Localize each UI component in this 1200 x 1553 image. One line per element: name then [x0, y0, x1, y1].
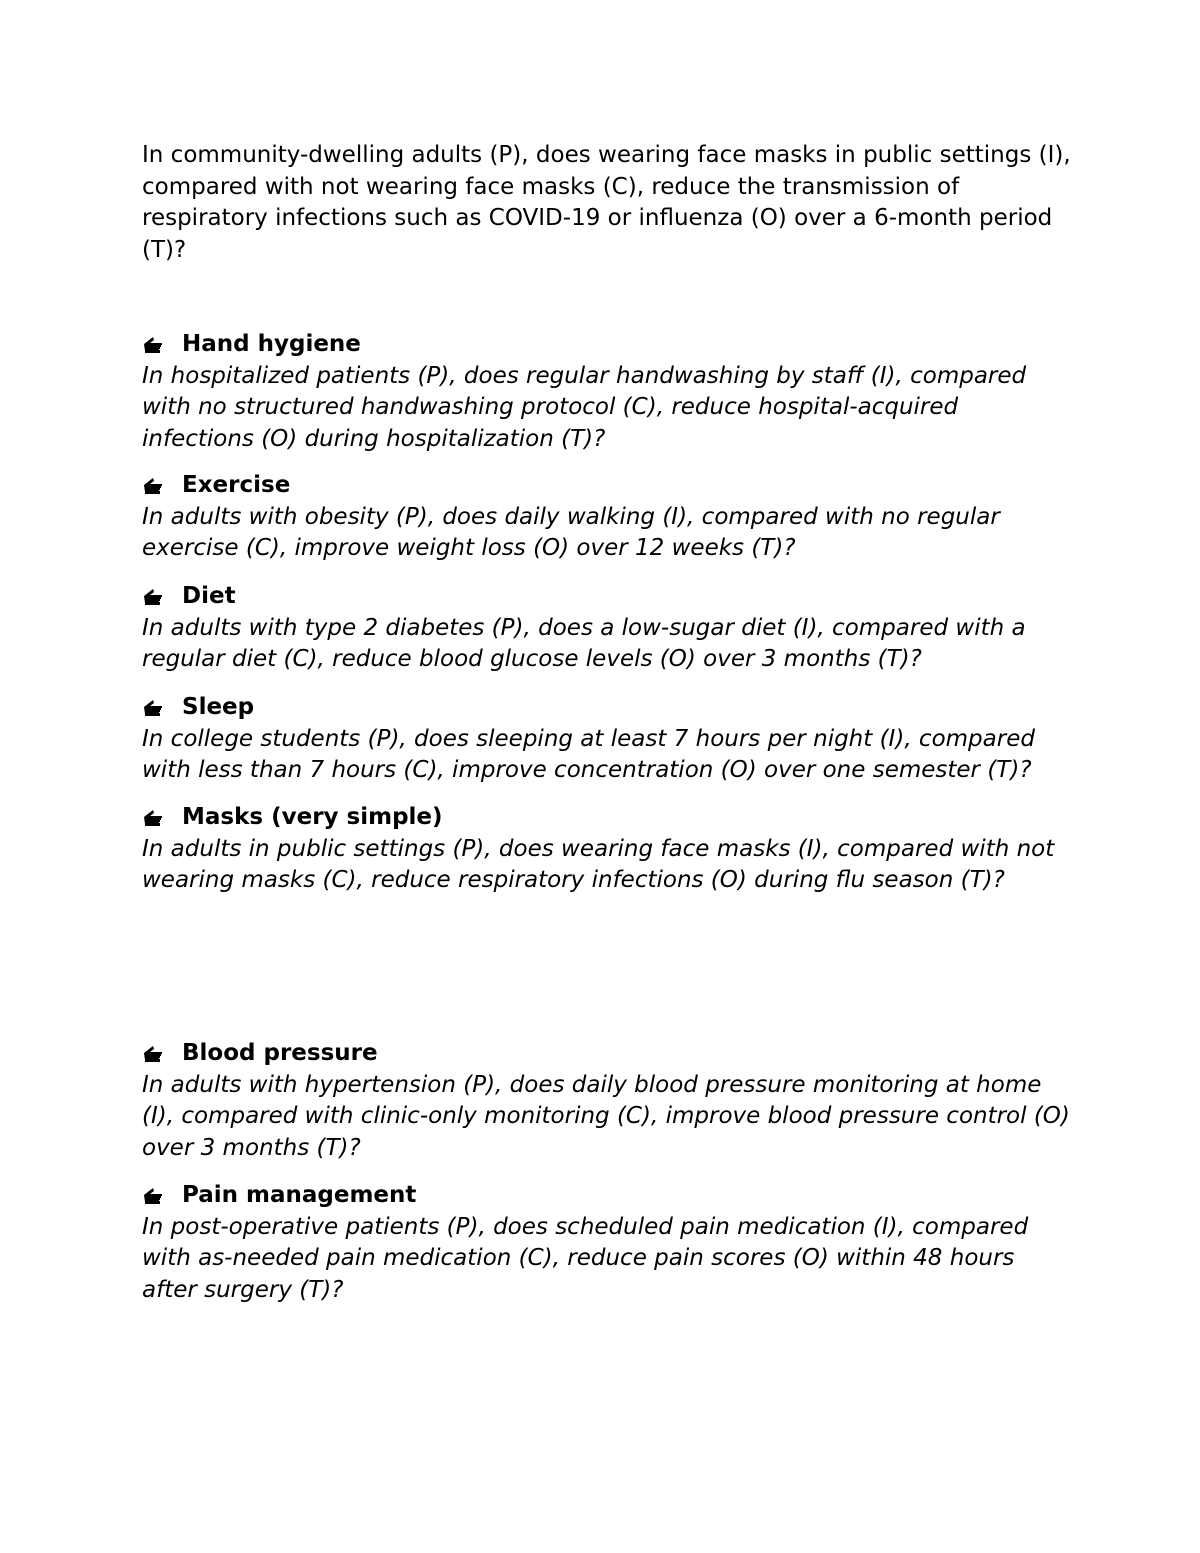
- section-heading: [142, 1180, 1072, 1212]
- section-title: Blood pressure: [182, 1040, 378, 1066]
- section-heading: [142, 470, 1072, 502]
- intro-paragraph: In community-dwelling adults (P), does wearing face masks in public settings (I), compared with not wearing face masks (C), reduce the transmission of respiratory infections such as COVID-19 or influenza (O) over a 6-month period (T)?: [142, 142, 1071, 263]
- section-question: In adults in public settings (P), does wearing face masks (I), compared with not wearing masks (C), reduce respiratory infections (O) during flu season (T)?: [142, 835, 1055, 893]
- section-title: Sleep: [182, 694, 255, 720]
- section-title: Hand hygiene: [182, 331, 361, 357]
- section-title: Exercise: [182, 472, 291, 498]
- pico-section-hand-hygiene: [142, 329, 1072, 455]
- section-question: In adults with hypertension (P), does daily blood pressure monitoring at home (I), compared with clinic-only monitoring (C), improve blood pressure control (O) over 3 months (T)?: [142, 1071, 1070, 1161]
- pointing-hand-icon: [142, 335, 166, 355]
- section-question: In adults with type 2 diabetes (P), does a low-sugar diet (I), compared with a regular diet (C), reduce blood glucose levels (O) over 3 months (T)?: [142, 614, 1026, 672]
- pointing-hand-icon: [142, 476, 166, 496]
- section-question: In adults with obesity (P), does daily walking (I), compared with no regular exercise (C), improve weight loss (O) over 12 weeks (T)?: [142, 503, 1000, 561]
- section-heading: [142, 581, 1072, 613]
- pico-section-diet: [142, 581, 1072, 676]
- pico-section-pain-management: [142, 1180, 1072, 1306]
- pointing-hand-icon: [142, 808, 166, 828]
- pointing-hand-icon: [142, 698, 166, 718]
- section-title: Pain management: [182, 1182, 417, 1208]
- section-heading: [142, 329, 1072, 361]
- section-heading: [142, 692, 1072, 724]
- pico-section-exercise: [142, 470, 1072, 565]
- section-heading: [142, 1038, 1072, 1070]
- section-question: In post-operative patients (P), does scheduled pain medication (I), compared with as-needed pain medication (C), reduce pain scores (O) within 48 hours after surgery (T)?: [142, 1213, 1029, 1303]
- pico-section-masks: [142, 802, 1072, 897]
- pointing-hand-icon: [142, 1186, 166, 1206]
- pointing-hand-icon: [142, 587, 166, 607]
- pointing-hand-icon: [142, 1044, 166, 1064]
- section-heading: [142, 802, 1072, 834]
- section-title: Diet: [182, 583, 236, 609]
- section-question: In college students (P), does sleeping at least 7 hours per night (I), compared with less than 7 hours (C), improve concentration (O) over one semester (T)?: [142, 725, 1035, 783]
- pico-section-sleep: [142, 692, 1072, 787]
- pico-section-blood-pressure: [142, 1038, 1072, 1164]
- section-title: Masks (very simple): [182, 804, 443, 830]
- section-question: In hospitalized patients (P), does regular handwashing by staff (I), compared with no structured handwashing protocol (C), reduce hospital-acquired infections (O) during hospitalization (T)?: [142, 362, 1027, 452]
